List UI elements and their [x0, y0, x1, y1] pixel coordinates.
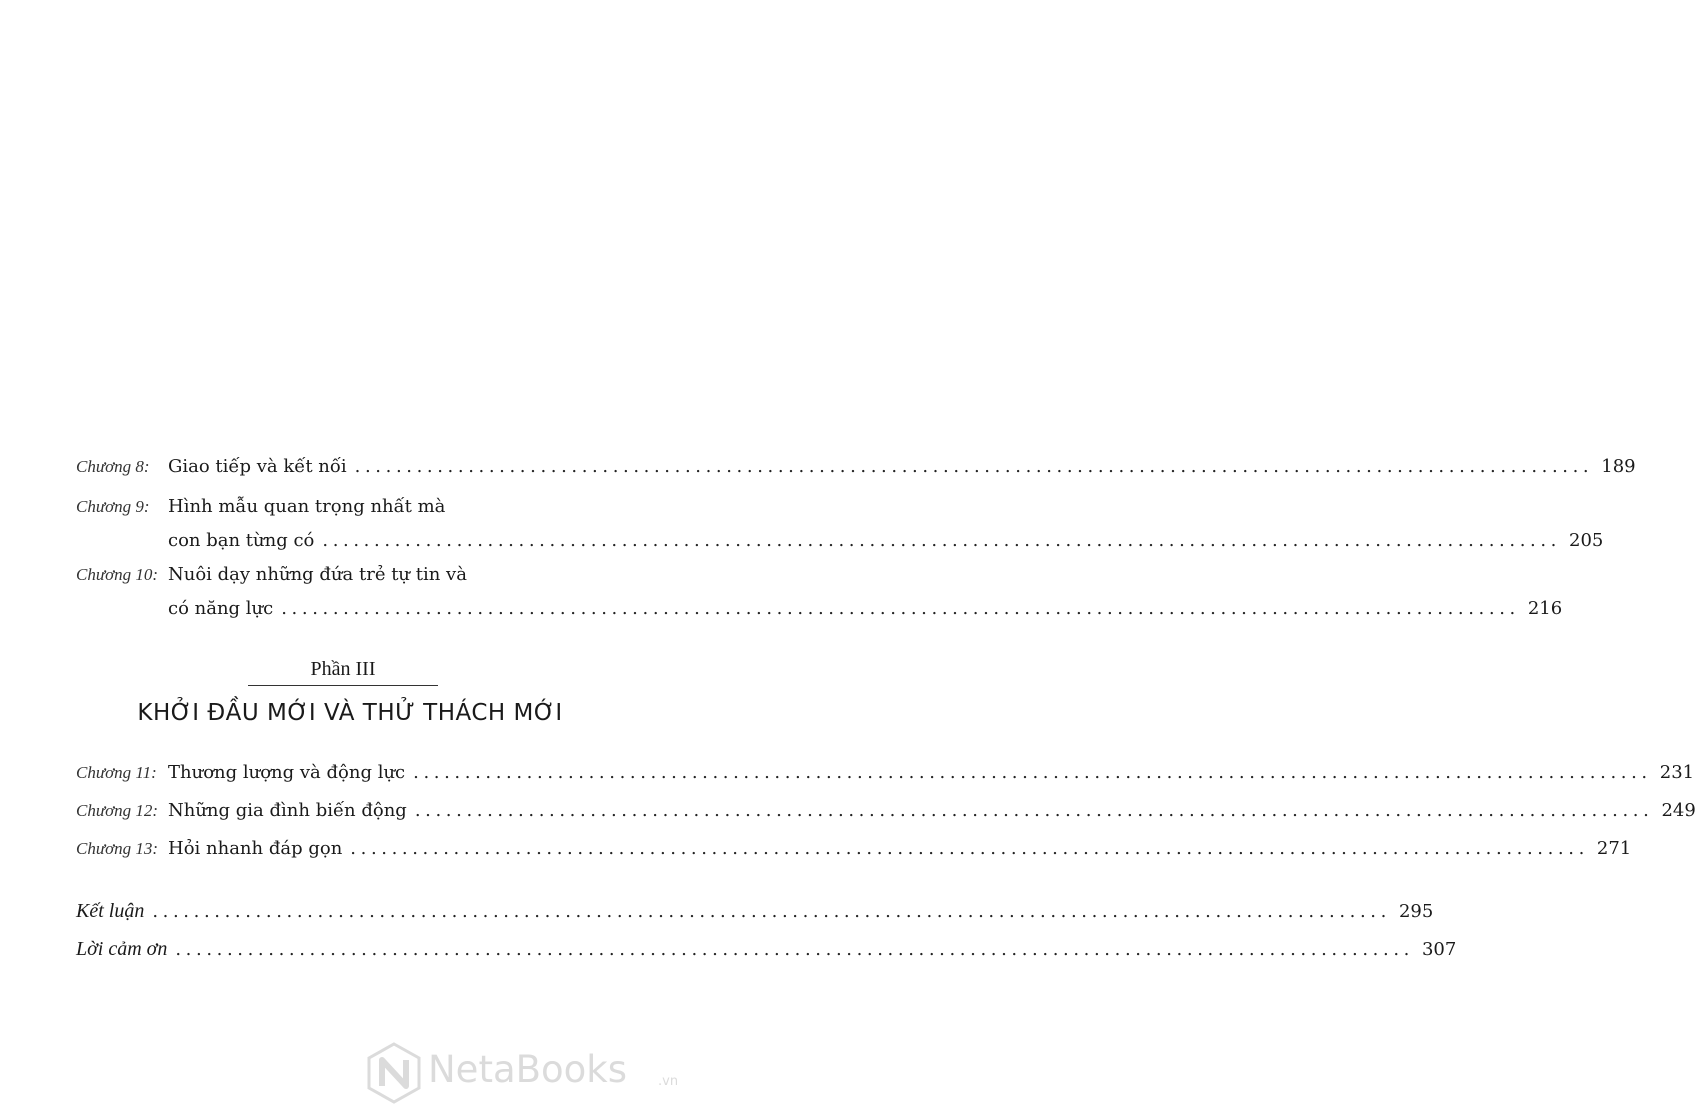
part-label: Phần III — [248, 658, 438, 686]
page-number: 216 — [1527, 598, 1563, 619]
toc-entry-chapter-13[interactable] — [76, 838, 1632, 872]
toc-entry-acknowledgements[interactable] — [76, 938, 1457, 972]
chapter-label: Chương 11: — [76, 763, 157, 782]
chapter-title-line-2: có năng lực — [168, 598, 274, 619]
chapter-label: Chương 9: — [76, 497, 150, 516]
page-number: 249 — [1661, 800, 1696, 821]
section-title: Kết luận — [76, 900, 145, 922]
toc-entry-conclusion[interactable] — [76, 900, 1434, 934]
dot-leader: ........................................................................................................................ — [152, 901, 1391, 922]
chapter-title: Hỏi nhanh đáp gọn — [168, 838, 343, 859]
page-number: 205 — [1569, 530, 1604, 551]
part-heading: KHỞI ĐẦU MỚI VÀ THỬ THÁCH MỚI — [137, 700, 563, 726]
page-number: 307 — [1421, 939, 1457, 960]
dot-leader: ........................................................................................................................ — [354, 456, 1594, 477]
dot-leader: ........................................................................................................................ — [414, 800, 1654, 821]
dot-leader: ........................................................................................................................ — [322, 530, 1561, 551]
netabooks-watermark — [366, 1040, 686, 1110]
chapter-label: Chương 12: — [76, 801, 159, 820]
watermark-suffix: .vn — [658, 1074, 679, 1089]
page-number: 189 — [1601, 456, 1636, 477]
dot-leader: ........................................................................................................................ — [350, 838, 1589, 859]
chapter-label: Chương 13: — [76, 839, 159, 858]
page-number: 295 — [1398, 901, 1434, 922]
dot-leader: ........................................................................................................................ — [281, 598, 1520, 619]
dot-leader: ........................................................................................................................ — [413, 762, 1652, 783]
chapter-label: Chương 8: — [76, 457, 150, 476]
page-number: 271 — [1596, 838, 1632, 859]
chapter-title-line-1: Nuôi dạy những đứa trẻ tự tin và — [168, 564, 467, 585]
chapter-label: Chương 10: — [76, 565, 159, 584]
dot-leader: ........................................................................................................................ — [175, 939, 1414, 960]
toc-entry-chapter-11[interactable] — [76, 762, 1695, 796]
chapter-title-line-2: con bạn từng có — [168, 530, 315, 551]
toc-entry-chapter-12[interactable] — [76, 800, 1696, 834]
chapter-title-line-1: Hình mẫu quan trọng nhất mà — [168, 496, 446, 517]
chapter-title: Những gia đình biến động — [168, 800, 407, 821]
toc-entry-chapter-8[interactable] — [76, 456, 1636, 490]
netabooks-logo-icon — [366, 1042, 422, 1104]
page-number: 231 — [1659, 762, 1695, 783]
toc-entry-chapter-9[interactable] — [76, 496, 1604, 564]
toc-entry-chapter-10[interactable] — [76, 564, 1563, 632]
section-title: Lời cảm ơn — [76, 938, 168, 960]
chapter-title: Giao tiếp và kết nối — [168, 456, 347, 477]
watermark-brand: NetaBooks — [428, 1048, 627, 1091]
chapter-title: Thương lượng và động lực — [168, 762, 406, 783]
